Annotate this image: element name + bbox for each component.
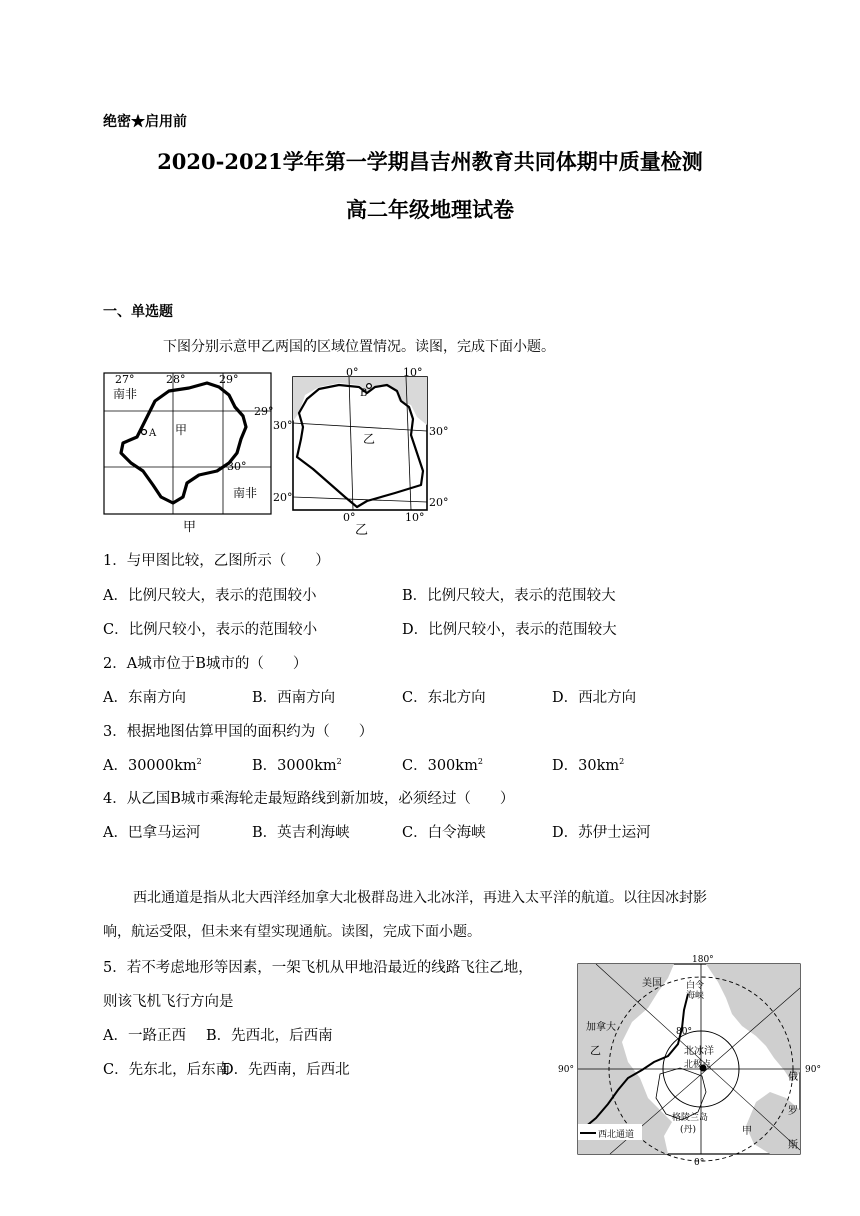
lat-right-30: 30° [429, 425, 449, 438]
lat-right-20: 20° [429, 496, 449, 509]
q1-option-d[interactable]: D．比例尺较小，表示的范围较大 [402, 622, 617, 638]
q3-option-a[interactable]: A．$30000km^2$ [103, 757, 202, 774]
q5-option-b[interactable]: B．先西北，后西南 [206, 1028, 333, 1044]
question-3-stem: 3．根据地图估算甲国的面积约为（ ） [103, 724, 374, 740]
q3-option-b[interactable]: B．$3000km^2$ [252, 757, 342, 774]
q4-option-b[interactable]: B．英吉利海峡 [252, 825, 350, 841]
city-a-label: A [149, 428, 157, 439]
section-heading: 一、单选题 [103, 304, 173, 320]
lat-left-20: 20° [273, 491, 293, 504]
bering-label-1: 白令 [686, 981, 705, 991]
label-south-africa-nw: 南非 [113, 387, 138, 401]
map-jia [103, 369, 275, 535]
question-5-stem-line1: 5．若不考虑地形等因素，一架飞机从甲地沿最近的线路飞往乙地， [103, 960, 533, 976]
lon-top-0: 0° [346, 366, 359, 379]
q5-option-d[interactable]: D．先西南，后西北 [222, 1062, 350, 1078]
confidential-mark: 绝密★启用前 [103, 114, 187, 130]
lon-90w-label: 90° [558, 1065, 574, 1075]
q4-option-a[interactable]: A．巴拿马运河 [103, 825, 201, 841]
map-jia-caption: 甲 [183, 520, 197, 535]
exam-subtitle: 高二年级地理试卷 [346, 197, 514, 222]
q1-option-c[interactable]: C．比例尺较小，表示的范围较小 [103, 622, 318, 638]
q4-option-d[interactable]: D．苏伊士运河 [552, 825, 651, 841]
point-yi-label: 乙 [590, 1044, 601, 1057]
lat-label-29: 29° [254, 405, 274, 418]
question-4-stem: 4．从乙国B城市乘海轮走最短路线到新加坡，必须经过（ ） [103, 791, 515, 807]
exam-title: 2020-2021学年第一学期昌吉州教育共同体期中质量检测 [157, 149, 703, 174]
country-jia-label: 甲 [175, 423, 188, 437]
greenland-label-1: 格陵兰岛 [672, 1113, 709, 1123]
question-5-stem-line2: 则该飞机飞行方向是 [103, 994, 234, 1010]
q4-option-c[interactable]: C．白令海峡 [402, 825, 486, 841]
lon-180-label: 180° [692, 955, 714, 965]
q3-option-d[interactable]: D．$30km^2$ [552, 757, 625, 774]
lon-top-10: 10° [403, 366, 423, 379]
country-yi-label: 乙 [363, 432, 376, 446]
intro-text-2-line2: 响，航运受限，但未来有望实现通航。读图，完成下面小题。 [103, 924, 481, 940]
north-pole-label: 北极点 [684, 1060, 712, 1070]
q2-option-c[interactable]: C．东北方向 [402, 690, 486, 706]
lat-80-label: 80° [676, 1027, 692, 1037]
question-2-stem: 2．A城市位于B城市的（ ） [103, 656, 308, 672]
bering-label-2: 海峡 [686, 991, 705, 1001]
intro-text-1: 下图分别示意甲乙两国的区域位置情况。读图，完成下面小题。 [163, 339, 555, 355]
q5-option-a[interactable]: A．一路正西 [103, 1028, 186, 1044]
russia-label-1: 俄 [788, 1072, 798, 1083]
map-yi [271, 365, 449, 537]
lon-90e-label: 90° [805, 1065, 821, 1075]
greenland-label-2: (丹) [680, 1125, 697, 1135]
lon-bottom-10: 10° [405, 511, 425, 524]
arctic-ocean-label: 北冰洋 [684, 1046, 714, 1057]
canada-label: 加拿大 [586, 1022, 616, 1033]
russia-label-3: 斯 [788, 1140, 798, 1151]
point-jia-label: 甲 [742, 1126, 752, 1137]
q2-option-d[interactable]: D．西北方向 [552, 690, 637, 706]
lat-label-30: 30° [227, 460, 247, 473]
q2-option-b[interactable]: B．西南方向 [252, 690, 336, 706]
city-b-label: B [360, 388, 368, 399]
lon-label-28: 28° [166, 373, 186, 386]
usa-label: 美国 [642, 978, 662, 989]
question-1-stem: 1．与甲图比较，乙图所示（ ） [103, 553, 330, 569]
q3-option-c[interactable]: C．$300km^2$ [402, 757, 483, 774]
lon-label-29: 29° [219, 373, 239, 386]
intro-text-2-line1: 西北通道是指从北大西洋经加拿大北极群岛进入北冰洋，再进入太平洋的航道。以往因冰封影 [133, 890, 707, 906]
q1-option-a[interactable]: A．比例尺较大，表示的范围较小 [103, 588, 317, 604]
russia-label-2: 罗 [788, 1106, 798, 1117]
lon-label-27: 27° [115, 373, 135, 386]
lon-bottom-0: 0° [343, 511, 356, 524]
q5-option-c[interactable]: C．先东北，后东南 [103, 1062, 231, 1078]
polar-map [556, 952, 824, 1170]
q1-option-b[interactable]: B．比例尺较大，表示的范围较大 [402, 588, 616, 604]
legend-northwest-passage: 西北通道 [598, 1130, 635, 1140]
lon-0-label: 0° [694, 1158, 705, 1168]
map-yi-caption: 乙 [355, 523, 369, 537]
lat-left-30: 30° [273, 419, 293, 432]
label-south-africa-se: 南非 [233, 486, 258, 500]
q2-option-a[interactable]: A．东南方向 [103, 690, 186, 706]
